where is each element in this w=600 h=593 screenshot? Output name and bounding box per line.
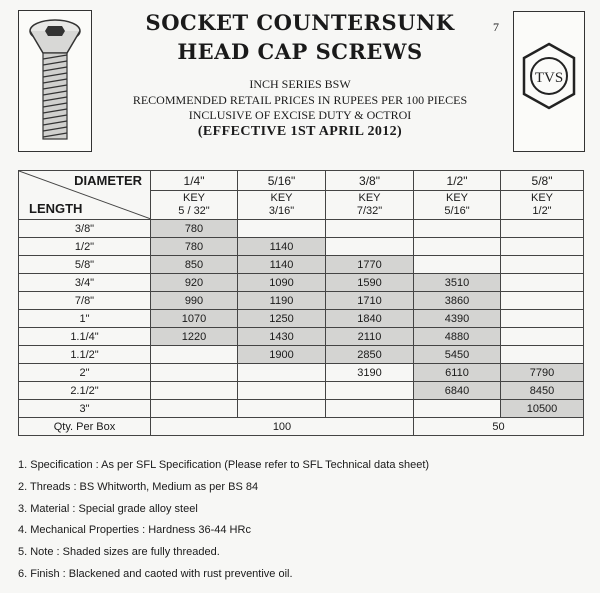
price-cell: 990: [151, 292, 238, 310]
price-cell: [501, 328, 584, 346]
key-size-header: KEY 3/16": [238, 191, 326, 220]
price-cell: [414, 256, 501, 274]
diameter-header: 1/4": [151, 171, 238, 191]
length-cell: 1": [19, 310, 151, 328]
length-cell: 2": [19, 364, 151, 382]
effective-date: (EFFECTIVE 1ST APRIL 2012): [197, 124, 403, 139]
note-item: 4. Mechanical Properties : Hardness 36-44 HRc: [18, 524, 251, 537]
qty-per-box-value: 50: [414, 418, 584, 436]
table-row: [19, 400, 584, 418]
price-cell: [238, 364, 326, 382]
note-item: 5. Note : Shaded sizes are fully threaded.: [18, 546, 220, 559]
price-cell: 1190: [238, 292, 326, 310]
price-cell: 1250: [238, 310, 326, 328]
price-cell: 3190: [326, 364, 414, 382]
price-cell: [326, 382, 414, 400]
price-cell: [151, 400, 238, 418]
price-cell: 2110: [326, 328, 414, 346]
price-cell: [151, 382, 238, 400]
price-cell: [326, 400, 414, 418]
length-cell: 2.1/2": [19, 382, 151, 400]
price-cell: 6110: [414, 364, 501, 382]
notes-list: [18, 455, 588, 586]
length-cell: 1.1/2": [19, 346, 151, 364]
length-cell: 3/8": [19, 220, 151, 238]
page-number: 7: [493, 20, 499, 34]
length-cell: 5/8": [19, 256, 151, 274]
price-cell: 1590: [326, 274, 414, 292]
price-cell: 1770: [326, 256, 414, 274]
diameter-header: 5/16": [238, 171, 326, 191]
countersunk-screw-icon: [18, 10, 92, 152]
length-label: LENGTH: [29, 201, 83, 216]
table-row: [19, 382, 584, 400]
price-cell: 4390: [414, 310, 501, 328]
diameter-header: 3/8": [326, 171, 414, 191]
price-cell: 6840: [414, 382, 501, 400]
price-cell: [326, 220, 414, 238]
diameter-header: 1/2": [414, 171, 501, 191]
table-corner-header: [19, 171, 151, 220]
price-cell: [414, 400, 501, 418]
key-size-header: KEY 5/16": [414, 191, 501, 220]
price-table: [18, 170, 584, 436]
price-cell: [501, 346, 584, 364]
qty-per-box-row: [19, 418, 584, 436]
price-cell: [326, 238, 414, 256]
price-cell: [414, 220, 501, 238]
price-cell: 3860: [414, 292, 501, 310]
note-item: 2. Threads : BS Whitworth, Medium as per BS 84: [18, 480, 259, 493]
qty-per-box-value: 100: [151, 418, 414, 436]
length-cell: 3/4": [19, 274, 151, 292]
price-cell: 920: [151, 274, 238, 292]
price-cell: [414, 238, 501, 256]
tvs-hexagon-logo: [513, 11, 585, 152]
document-header: [0, 0, 600, 160]
table-row: [19, 220, 584, 238]
price-cell: [238, 400, 326, 418]
table-row: [19, 328, 584, 346]
key-size-header: KEY 5 / 32": [151, 191, 238, 220]
price-cell: [501, 256, 584, 274]
price-cell: [501, 274, 584, 292]
price-cell: [238, 382, 326, 400]
table-row: [19, 256, 584, 274]
price-basis-subtitle: RECOMMENDED RETAIL PRICES IN RUPEES PER 100 PIECES: [132, 93, 468, 107]
price-cell: 8450: [501, 382, 584, 400]
key-size-header: KEY 1/2": [501, 191, 584, 220]
price-cell: 2850: [326, 346, 414, 364]
table-row: [19, 292, 584, 310]
price-cell: [501, 292, 584, 310]
title-line-2: HEAD CAP SCREWS: [177, 39, 423, 64]
title-line-1: SOCKET COUNTERSUNK: [145, 10, 455, 35]
price-cell: 780: [151, 238, 238, 256]
table-row: [19, 238, 584, 256]
tvs-logo-text: TVS: [534, 70, 564, 86]
length-cell: 7/8": [19, 292, 151, 310]
price-cell: [501, 220, 584, 238]
price-cell: 1090: [238, 274, 326, 292]
note-item: 1. Specification : As per SFL Specification (Please refer to SFL Technical data sheet): [18, 459, 430, 471]
price-cell: 1900: [238, 346, 326, 364]
price-cell: 850: [151, 256, 238, 274]
series-subtitle: INCH SERIES BSW: [249, 77, 351, 91]
price-cell: [151, 346, 238, 364]
table-row: [19, 274, 584, 292]
tax-subtitle: INCLUSIVE OF EXCISE DUTY & OCTROI: [188, 108, 412, 122]
price-cell: 1840: [326, 310, 414, 328]
table-row: [19, 310, 584, 328]
price-cell: 7790: [501, 364, 584, 382]
price-cell: 4880: [414, 328, 501, 346]
price-cell: 1140: [238, 256, 326, 274]
price-cell: 1220: [151, 328, 238, 346]
price-cell: 1710: [326, 292, 414, 310]
price-cell: 5450: [414, 346, 501, 364]
key-size-header: KEY 7/32": [326, 191, 414, 220]
table-row: [19, 364, 584, 382]
price-cell: [501, 238, 584, 256]
diameter-header: 5/8": [501, 171, 584, 191]
price-cell: [501, 310, 584, 328]
price-cell: 1140: [238, 238, 326, 256]
length-cell: 1/2": [19, 238, 151, 256]
price-cell: [238, 220, 326, 238]
price-cell: 1430: [238, 328, 326, 346]
length-cell: 3": [19, 400, 151, 418]
price-cell: [151, 364, 238, 382]
note-item: 3. Material : Special grade alloy steel: [18, 502, 198, 515]
note-item: 6. Finish : Blackened and caoted with rust preventive oil.: [18, 567, 293, 580]
price-cell: 10500: [501, 400, 584, 418]
table-row: [19, 346, 584, 364]
length-cell: 1.1/4": [19, 328, 151, 346]
price-cell: 780: [151, 220, 238, 238]
qty-per-box-label: Qty. Per Box: [19, 418, 151, 436]
price-cell: 3510: [414, 274, 501, 292]
price-cell: 1070: [151, 310, 238, 328]
diameter-label: DIAMETER: [74, 173, 142, 188]
